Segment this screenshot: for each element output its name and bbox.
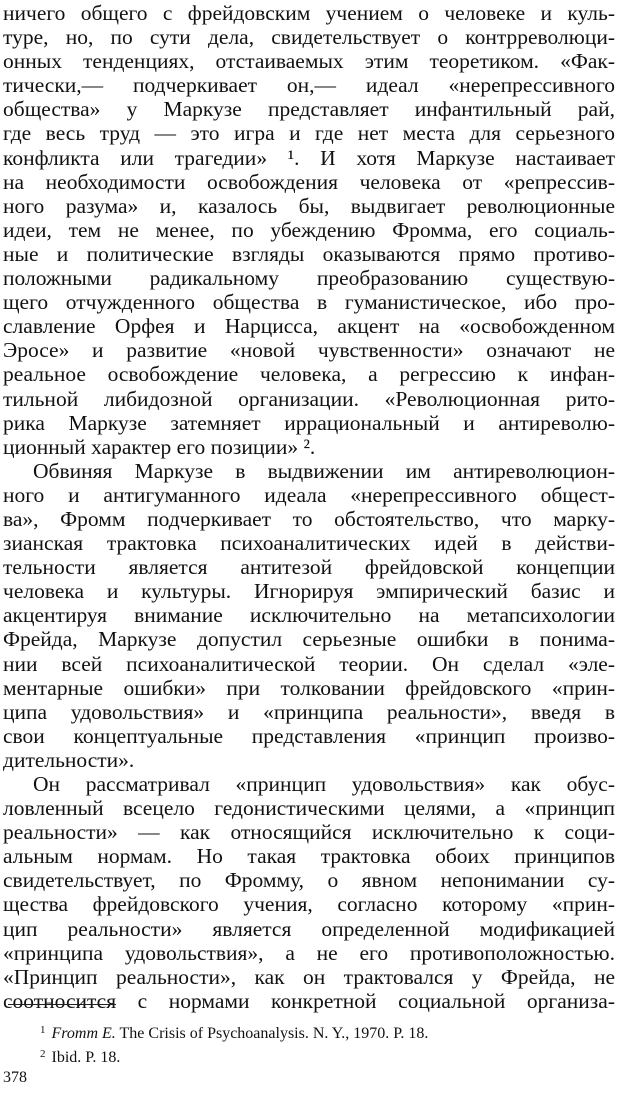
text-line: где весь труд — это игра и где нет места для серьезного [3,121,615,146]
text-line: щества фрейдовского учения, согласно которому «прин- [3,892,615,917]
text-line: свидетельствует, по Фромму, о явном непонимании су- [3,868,615,893]
text-line: положными радикальному преобразованию существую- [3,266,615,291]
text-line: дительности». [3,747,135,772]
body-text [3,1,615,1013]
footnote-mark: 1 [40,1024,46,1036]
footnote-mark: 2 [40,1048,46,1060]
text-line: зианская трактовка психоаналитических идей в действи- [3,531,615,556]
text-line: человека и культуры. Игнорируя эмпирический базис и [3,579,615,604]
text-line: цип реальности» является определенной модификацией [3,916,615,941]
text-line: конфликта или трагедии» ¹. И хотя Маркузе настаивает [3,145,615,170]
text-line: туре, но, по сути дела, свидетельствует о контрреволюци- [3,25,615,50]
text-line: нии всей психоаналитической теории. Он сделал «эле- [3,651,615,676]
text-line: рика Маркузе затемняет иррациональный и антиреволю- [3,410,615,435]
text-line: тельности является антитезой фрейдовской концепции [3,555,615,580]
text-line: ного и антигуманного идеала «нерепрессивного общест- [3,482,615,507]
text-line: Эросе» и развитие «новой чувственности» означают не [3,338,615,363]
text-line: ного разума» и, казалось бы, выдвигает революционные [3,193,615,218]
footnote-text: Ibid. P. 18. [51,1049,121,1066]
footnote [40,1020,600,1044]
footnote-divider [8,1004,116,1005]
text-line: общества» у Маркузе представляет инфантильный рай, [3,97,615,122]
text-line: ционный характер его позиции» ². [3,434,316,459]
footnote-text: The Crisis of Psychoanalysis. N. Y., 1970. P. 18. [119,1025,429,1042]
text-line: ментарные ошибки» при толковании фрейдовского «прин- [3,675,615,700]
text-line: Фрейда, Маркузе допустил серьезные ошибки в понима- [3,627,615,652]
text-line: свои концептуальные представления «принцип произво- [3,723,615,748]
text-line: Обвиняя Маркузе в выдвижении им антиреволюцион- [33,458,615,483]
text-line: на необходимости освобождения человека от «репрессив- [3,169,615,194]
page-number: 378 [3,1069,27,1086]
text-line: реальности» — как относящийся исключительно к соци- [3,820,615,845]
text-line: Он рассматривал «принцип удовольствия» как обус- [33,772,615,796]
text-line: славление Орфея и Нарцисса, акцент на «освобожденном [3,314,615,339]
text-line: альным нормам. Но такая трактовка обоих принципов [3,844,615,869]
text-line: ва», Фромм подчеркивает то обстоятельство, что марку- [3,506,615,531]
text-line: ничего общего с фрейдовским учением о человеке и куль- [3,1,615,25]
text-line: щего отчужденного общества в гуманистическое, ибо про- [3,290,615,315]
footnote [40,1044,600,1068]
footnote-author: Fromm E. [51,1025,116,1042]
text-line: «принципа удовольствия», а не его противоположностью. [3,940,615,965]
text-line: тильной либидозной организации. «Революционная рито- [3,386,615,411]
text-line: акцентируя внимание исключительно на метапсихологии [3,603,615,628]
text-line: онных тенденциях, отстаиваемых этим теоретиком. «Фак- [3,49,615,74]
text-line: реальное освобождение человека, а регрессию к инфан- [3,362,615,387]
footnotes [40,1020,600,1068]
text-line: ловленный всецело гедонистическими целями, а «принцип [3,796,615,821]
text-line: ципа удовольствия» и «принципа реальности», введя в [3,699,615,724]
text-line: тически,— подчеркивает он,— идеал «нерепрессивного [3,73,615,98]
text-line: ные и политические взгляды оказываются прямо противо- [3,241,615,266]
text-line: идеи, тем не менее, по убеждению Фромма, его социаль- [3,217,615,242]
text-line: соотносится с нормами конкретной социальной организа- [3,988,615,1013]
text-line: «Принцип реальности», как он трактовался у Фрейда, не [3,964,615,989]
